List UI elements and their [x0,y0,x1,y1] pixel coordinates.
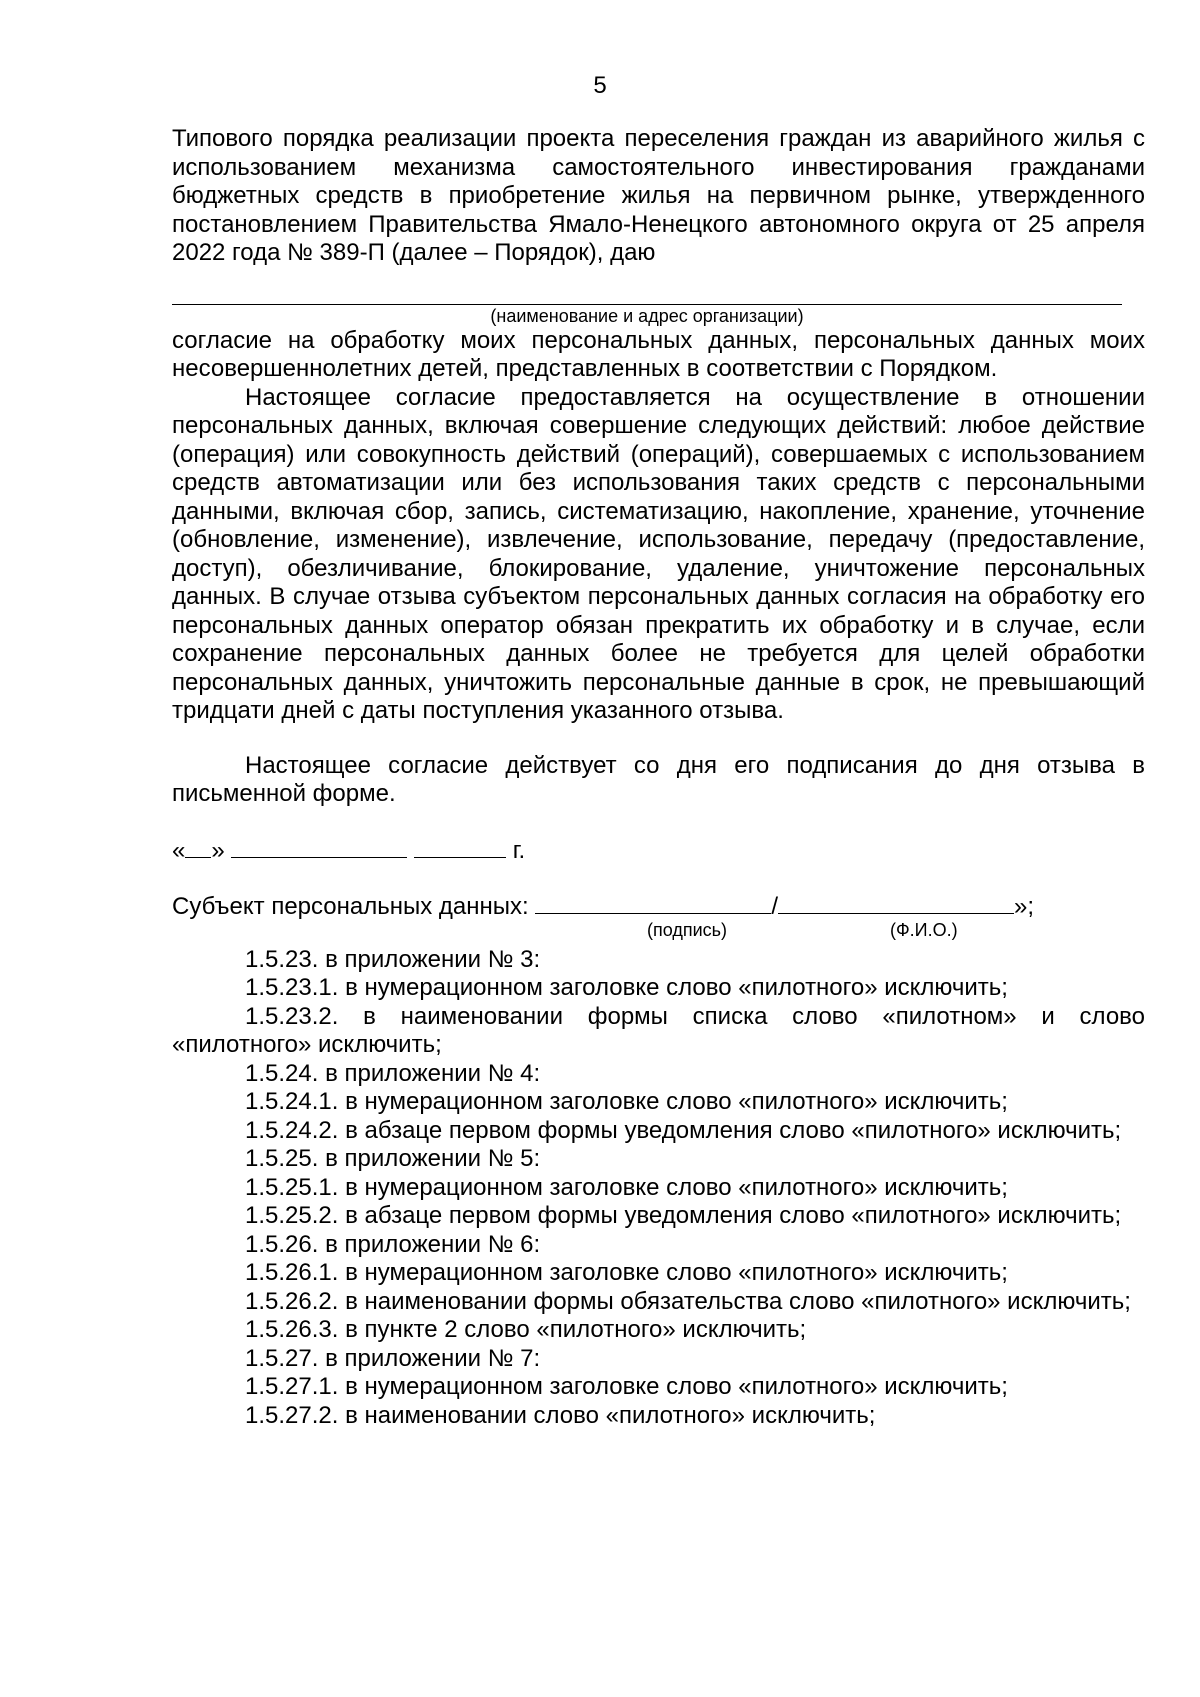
amendment-items [172,946,1145,1431]
day-blank [185,839,211,858]
organization-caption: (наименование и адрес организации) [490,305,804,326]
date-close-quote: » [211,836,225,864]
signature-separator: / [771,893,779,920]
list-item: 1.5.26. в приложении № 6: [245,1230,541,1258]
scope-paragraph: Настоящее согласие предоставляется на осуществление в отношении персональных данных, включая совершение следующих действий: любое действие (операция) или совокупность действий (операций), совершаемых с использованием средств автоматизации или без использования таких средств с персональными данными, включая сбор, запись, систематизацию, накопление, хранение, уточнение (обновление, изменение), извлечение, использование, передачу (предоставление, доступ), обезличивание, блокирование, удаление, уничтожение персональных данных. В случае отзыва субъектом персональных данных согласия на обработку его персональных данных оператор обязан прекратить их обработку и в случае, если сохранение персональных данных более не требуется для целей обработки персональных данных, уничтожить персональные данные в срок, не превышающий тридцати дней с даты поступления указанного отзыва. [172,383,1145,724]
list-item: 1.5.24. в приложении № 4: [245,1059,541,1087]
page-number: 5 [593,72,607,99]
list-item: 1.5.24.2. в абзаце первом формы уведомления слово «пилотного» исключить; [245,1116,1122,1144]
year-suffix: г. [512,836,526,864]
date-open-quote: « [172,836,186,864]
list-item: 1.5.27.2. в наименовании слово «пилотного» исключить; [245,1401,876,1429]
list-item: 1.5.26.3. в пункте 2 слово «пилотного» исключить; [245,1316,807,1343]
month-blank [231,839,407,858]
signature-captions [172,919,1145,946]
signature-caption: (подпись) [647,919,728,940]
signature-label: Субъект персональных данных: [172,893,529,920]
list-item: 1.5.26.2. в наименовании формы обязательства слово «пилотного» исключить; [245,1287,1131,1315]
list-item: 1.5.26.1. в нумерационном заголовке слово «пилотного» исключить; [245,1259,1008,1286]
date-line [172,837,1145,866]
list-item: 1.5.27. в приложении № 7: [245,1344,541,1372]
list-item: 1.5.25. в приложении № 5: [245,1145,541,1172]
name-blank [778,895,1014,914]
list-item: 1.5.23. в приложении № 3: [245,945,541,973]
validity-paragraph: Настоящее согласие действует со дня его подписания до дня отзыва в письменной форме. [172,751,1145,807]
signature-row [172,893,1145,922]
list-item: 1.5.23.2. в наименовании формы списка слово «пилотном» и слово «пилотного» исключить; [172,1002,1145,1058]
year-blank [414,839,506,858]
signature-blank [535,895,771,914]
document-body [172,125,1145,1430]
list-item: 1.5.25.1. в нумерационном заголовке слово «пилотного» исключить; [245,1173,1008,1201]
list-item: 1.5.27.1. в нумерационном заголовке слово «пилотного» исключить; [245,1373,1008,1400]
list-item: 1.5.24.1. в нумерационном заголовке слово «пилотного» исключить; [245,1088,1008,1115]
consent-paragraph: согласие на обработку моих персональных данных, персональных данных моих несовершеннолетних детей, представленных в соответствии с Порядком. [172,326,1145,382]
signature-closing: »; [1014,893,1035,920]
intro-paragraph: Типового порядка реализации проекта переселения граждан из аварийного жилья с использованием механизма самостоятельного инвестирования гражданами бюджетных средств в приобретение жилья на первичном рынке, утвержденного постановлением Правительства Ямало-Ненецкого автономного округа от 25 апреля 2022 года № 389-П (далее – Порядок), даю [172,125,1145,266]
list-item: 1.5.25.2. в абзаце первом формы уведомления слово «пилотного» исключить; [245,1202,1122,1229]
organization-blank-line [172,294,1122,305]
list-item: 1.5.23.1. в нумерационном заголовке слово «пилотного» исключить; [245,974,1008,1001]
name-caption: (Ф.И.О.) [890,919,958,940]
